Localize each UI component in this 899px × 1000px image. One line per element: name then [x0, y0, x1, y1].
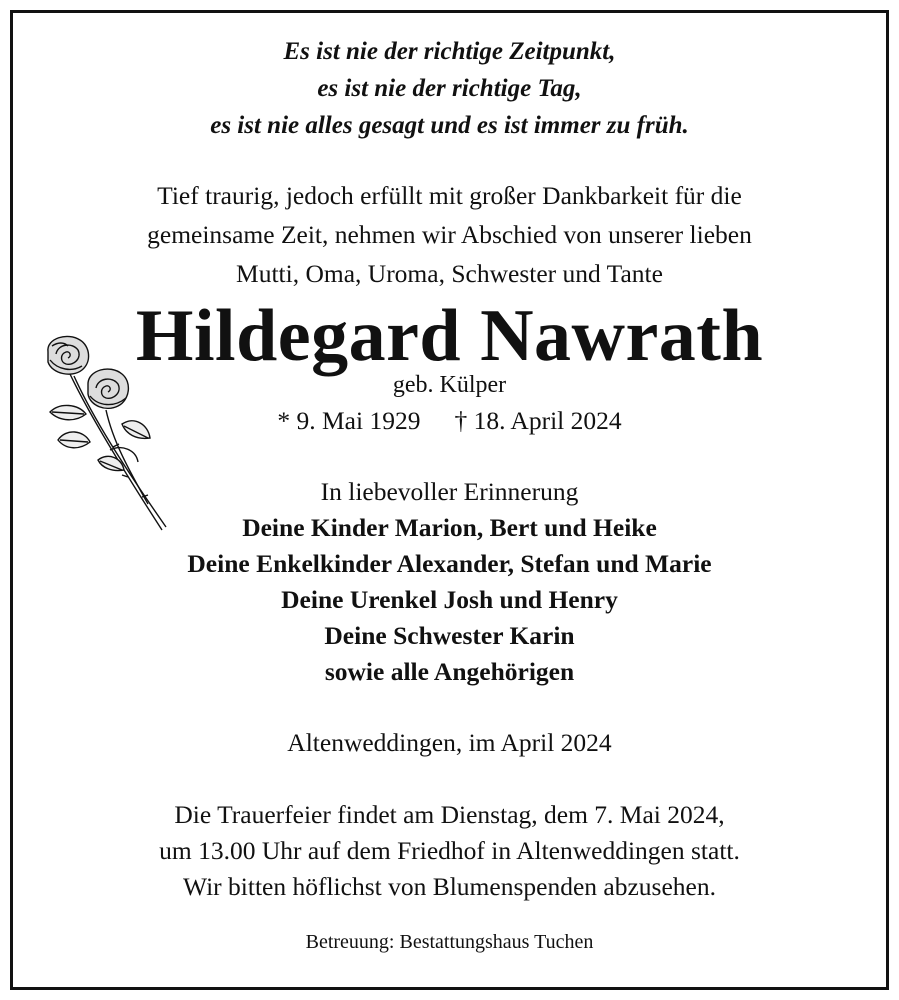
motto-verse: [0, 33, 899, 144]
intro-line: Mutti, Oma, Uroma, Schwester und Tante: [236, 259, 663, 288]
family-list: [0, 510, 899, 690]
funeral-home: Betreuung: Bestattungshaus Tuchen: [305, 931, 594, 953]
family-line: Deine Urenkel Josh und Henry: [281, 585, 618, 614]
funeral-line: Wir bitten höflichst von Blumenspenden abzusehen.: [183, 872, 716, 901]
funeral-line: Die Trauerfeier findet am Dienstag, dem 7. Mai 2024,: [174, 800, 725, 829]
birth-date: * 9. Mai 1929: [277, 406, 421, 435]
funeral-line: um 13.00 Uhr auf dem Friedhof in Altenweddingen statt.: [159, 836, 740, 865]
motto-line: es ist nie der richtige Tag,: [317, 75, 582, 102]
family-line: sowie alle Angehörigen: [324, 657, 575, 686]
family-line: Deine Schwester Karin: [324, 621, 575, 650]
death-date: † 18. April 2024: [454, 406, 622, 435]
deceased-name: Hildegard Nawrath: [135, 295, 764, 377]
family-line: Deine Kinder Marion, Bert und Heike: [242, 513, 657, 542]
remembrance-line: In liebevoller Erinnerung: [320, 477, 579, 506]
intro-text: [0, 176, 899, 293]
family-line: Deine Enkelkinder Alexander, Stefan und Marie: [187, 549, 712, 578]
birth-name: geb. Külper: [392, 372, 507, 398]
intro-line: Tief traurig, jedoch erfüllt mit großer Dankbarkeit für die: [157, 181, 742, 210]
intro-line: gemeinsame Zeit, nehmen wir Abschied von unserer lieben: [147, 220, 752, 249]
funeral-info: [0, 797, 899, 905]
place-date: Altenweddingen, im April 2024: [287, 728, 612, 757]
motto-line: es ist nie alles gesagt und es ist immer zu früh.: [210, 112, 689, 139]
motto-line: Es ist nie der richtige Zeitpunkt,: [283, 38, 616, 65]
